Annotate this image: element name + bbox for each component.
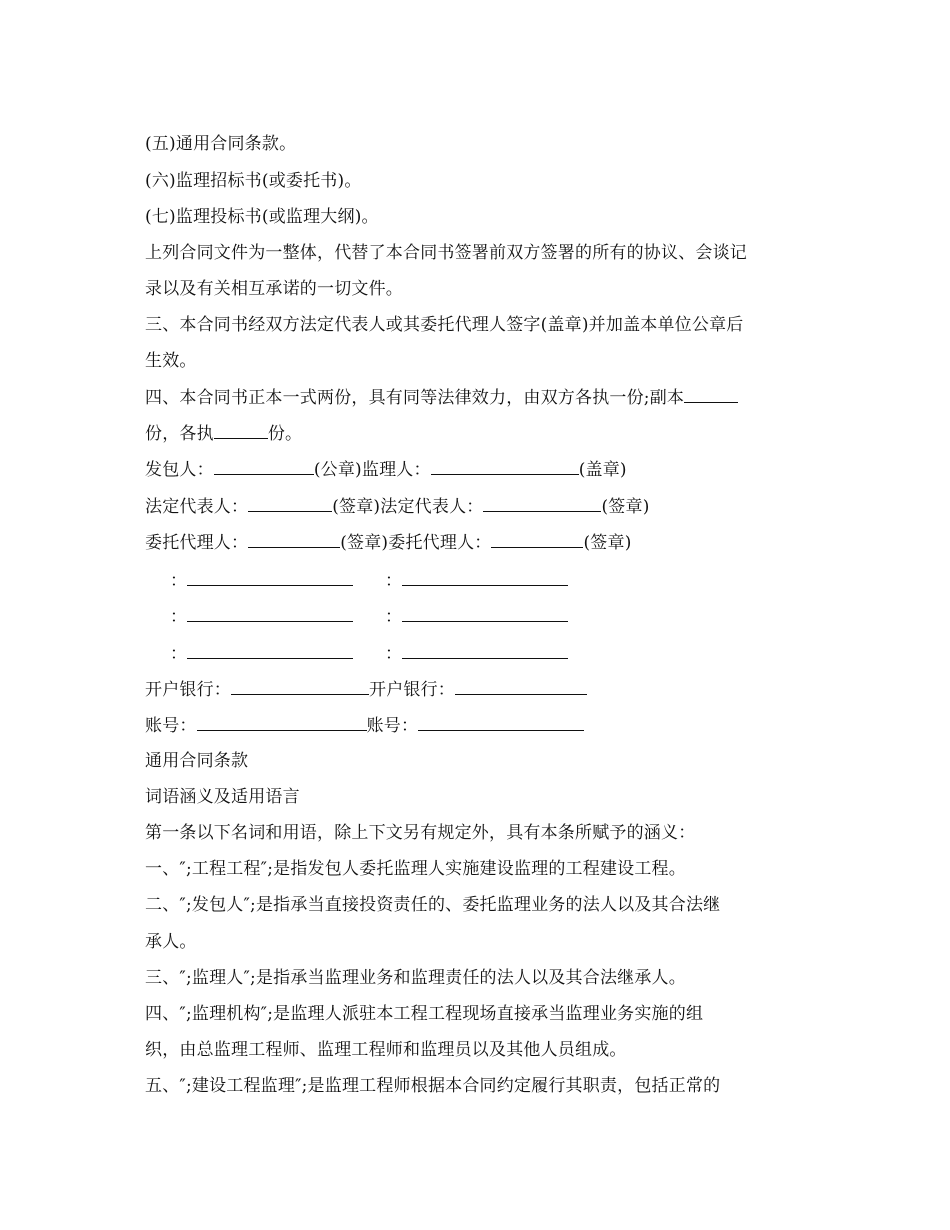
bank-blank-b bbox=[455, 680, 587, 695]
definition-line: 三、″;监理人″;是指承当监理业务和监理责任的法人以及其合法继承人。 bbox=[145, 968, 686, 988]
agent-line bbox=[145, 533, 632, 553]
colon-blank bbox=[402, 571, 568, 586]
colon-row bbox=[170, 644, 353, 664]
agent-seal-label-b: (签章) bbox=[583, 533, 632, 553]
bank-line bbox=[145, 680, 587, 700]
section-subtitle: 词语涵义及适用语言 bbox=[145, 787, 300, 807]
colon-row bbox=[385, 571, 568, 591]
colon-row bbox=[385, 607, 568, 627]
definition-line: 一、″;工程工程″;是指发包人委托监理人实施建设监理的工程建设工程。 bbox=[145, 859, 686, 879]
agent-blank-b bbox=[491, 533, 583, 548]
copies-each-text: 份，各执 bbox=[145, 424, 214, 444]
colon-blank bbox=[402, 607, 568, 622]
supervisor-seal-label: (盖章) bbox=[578, 460, 627, 480]
paragraph-line: 生效。 bbox=[145, 351, 197, 371]
copies-text: 四、本合同书正本一式两份，具有同等法律效力，由双方各执一份;副本 bbox=[145, 388, 685, 408]
copies-each-blank bbox=[214, 424, 268, 439]
client-blank bbox=[214, 460, 314, 475]
doc-item-6: (六)监理招标书(或委托书)。 bbox=[145, 171, 362, 191]
definition-line: 五、″;建设工程监理″;是监理工程师根据本合同约定履行其职责，包括正常的 bbox=[145, 1076, 721, 1096]
colon: ： bbox=[170, 644, 187, 664]
legal-rep-seal-label-b: (签章) bbox=[601, 497, 650, 517]
definition-line: 四、″;监理机构″;是监理人派驻本工程工程现场直接承当监理业务实施的组 bbox=[145, 1004, 704, 1024]
definition-line: 二、″;发包人″;是指承当直接投资责任的、委托监理业务的法人以及其合法继 bbox=[145, 895, 721, 915]
paragraph-line: 三、本合同书经双方法定代表人或其委托代理人签字(盖章)并加盖本单位公章后 bbox=[145, 315, 744, 335]
colon-row bbox=[170, 571, 353, 591]
agent-label: 委托代理人： bbox=[145, 533, 249, 553]
account-blank-a bbox=[197, 716, 367, 731]
colon: ： bbox=[170, 571, 187, 591]
bank-blank-a bbox=[231, 680, 369, 695]
colon-blank bbox=[187, 571, 353, 586]
client-label: 发包人： bbox=[145, 460, 214, 480]
paragraph-line: 录以及有关相互承诺的一切文件。 bbox=[145, 279, 403, 299]
agent-blank-a bbox=[248, 533, 340, 548]
copies-unit-text: 份。 bbox=[267, 424, 303, 444]
colon: ： bbox=[170, 607, 187, 627]
legal-rep-label: 法定代表人： bbox=[145, 497, 249, 517]
agent-seal-label: (签章)委托代理人： bbox=[340, 533, 492, 553]
legal-rep-blank-a bbox=[248, 497, 332, 512]
copies-line-2 bbox=[145, 424, 302, 444]
copies-blank bbox=[684, 388, 738, 403]
bank-label-b: 开户银行： bbox=[369, 680, 455, 700]
colon-blank bbox=[187, 644, 353, 659]
colon-row bbox=[385, 644, 568, 664]
account-label: 账号： bbox=[145, 716, 197, 736]
colon: ： bbox=[385, 644, 402, 664]
supervisor-blank bbox=[431, 460, 579, 475]
article-line: 第一条以下名词和用语，除上下文另有规定外，具有本条所赋予的涵义： bbox=[145, 823, 696, 843]
copies-line bbox=[145, 388, 738, 408]
section-title: 通用合同条款 bbox=[145, 751, 249, 771]
colon-blank bbox=[402, 644, 568, 659]
account-label-b: 账号： bbox=[366, 716, 419, 736]
bank-label: 开户银行： bbox=[145, 680, 231, 700]
paragraph-line: 上列合同文件为一整体，代替了本合同书签署前双方签署的所有的协议、会谈记 bbox=[145, 243, 747, 263]
legal-rep-seal-label: (签章)法定代表人： bbox=[332, 497, 484, 517]
colon-row bbox=[170, 607, 353, 627]
definition-line: 织，由总监理工程师、监理工程师和监理员以及其他人员组成。 bbox=[145, 1040, 627, 1060]
colon: ： bbox=[385, 607, 402, 627]
account-line bbox=[145, 716, 584, 736]
doc-item-5: (五)通用合同条款。 bbox=[145, 134, 297, 154]
doc-item-7: (七)监理投标书(或监理大纲)。 bbox=[145, 207, 379, 227]
colon: ： bbox=[385, 571, 402, 591]
definition-line: 承人。 bbox=[145, 932, 197, 952]
colon-blank bbox=[187, 607, 353, 622]
legal-rep-blank-b bbox=[483, 497, 601, 512]
legal-rep-line bbox=[145, 497, 650, 517]
client-signature-line bbox=[145, 460, 627, 480]
client-seal-label: (公章)监理人： bbox=[313, 460, 431, 480]
account-blank-b bbox=[418, 716, 584, 731]
